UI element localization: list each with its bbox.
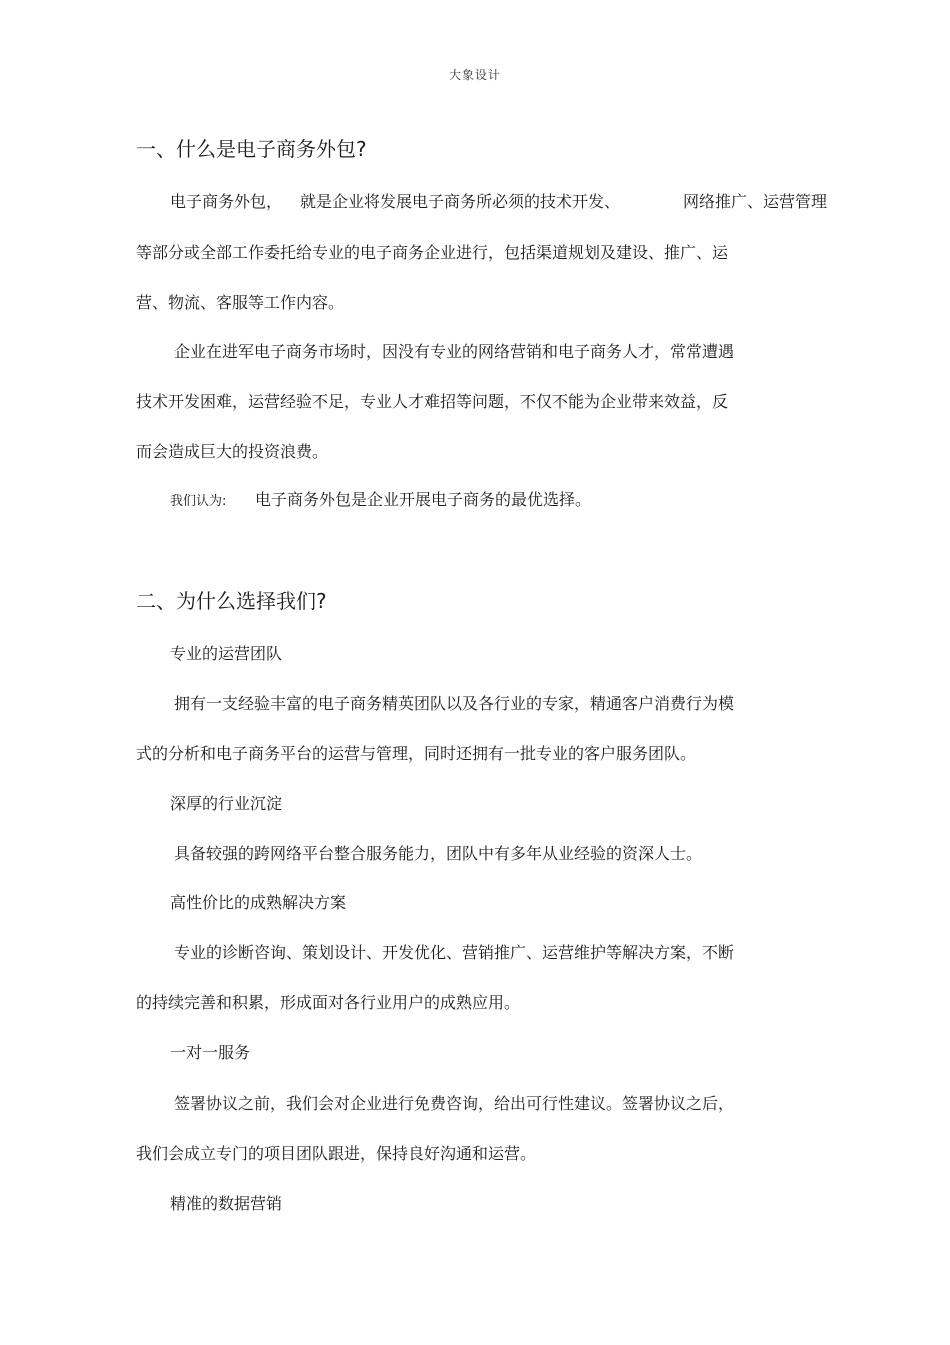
section-1-para-1-line-1b: 就是企业将发展电子商务所必须的技术开发、 <box>300 192 621 211</box>
section-1-para-1-line-1c: 网络推广、运营管理 <box>683 192 828 211</box>
item-4-title: 一对一服务 <box>170 1043 251 1062</box>
section-1-para-1-line-2: 等部分或全部工作委托给专业的电子商务企业进行，包括渠道规划及建设、推广、运 <box>136 243 729 262</box>
item-2-line-1: 具备较强的跨网络平台整合服务能力，团队中有多年从业经验的资深人士。 <box>174 844 703 863</box>
section-1-para-1-line-3: 营、物流、客服等工作内容。 <box>136 293 345 312</box>
item-3-line-1: 专业的诊断咨询、策划设计、开发优化、营销推广、运营维护等解决方案，不断 <box>174 943 735 962</box>
section-1-heading: 一、什么是电子商务外包? <box>136 137 367 161</box>
item-4-line-2: 我们会成立专门的项目团队跟进，保持良好沟通和运营。 <box>136 1144 537 1163</box>
section-2-heading: 二、为什么选择我们? <box>136 589 327 613</box>
item-5-title: 精准的数据营销 <box>170 1194 283 1213</box>
conclusion-prefix: 我们认为: <box>170 494 227 509</box>
item-1-title: 专业的运营团队 <box>170 644 283 663</box>
item-3-title: 高性价比的成熟解决方案 <box>170 893 347 912</box>
section-1-para-2-line-3: 而会造成巨大的投资浪费。 <box>136 442 329 461</box>
conclusion-text: 电子商务外包是企业开展电子商务的最优选择。 <box>255 490 592 509</box>
item-1-line-2: 式的分析和电子商务平台的运营与管理，同时还拥有一批专业的客户服务团队。 <box>136 744 697 763</box>
item-1-line-1: 拥有一支经验丰富的电子商务精英团队以及各行业的专家，精通客户消费行为模 <box>174 694 735 713</box>
item-2-title: 深厚的行业沉淀 <box>170 794 283 813</box>
page-header: 大象设计 <box>448 68 501 82</box>
section-1-para-2-line-2: 技术开发困难，运营经验不足，专业人才难招等问题，不仅不能为企业带来效益，反 <box>136 392 729 411</box>
section-1-para-1-line-1a: 电子商务外包， <box>170 192 283 211</box>
section-1-para-2-line-1: 企业在进军电子商务市场时，因没有专业的网络营销和电子商务人才，常常遭遇 <box>174 342 735 361</box>
item-4-line-1: 签署协议之前，我们会对企业进行免费咨询，给出可行性建议。签署协议之后， <box>174 1094 735 1113</box>
item-3-line-2: 的持续完善和积累，形成面对各行业用户的成熟应用。 <box>136 993 521 1012</box>
